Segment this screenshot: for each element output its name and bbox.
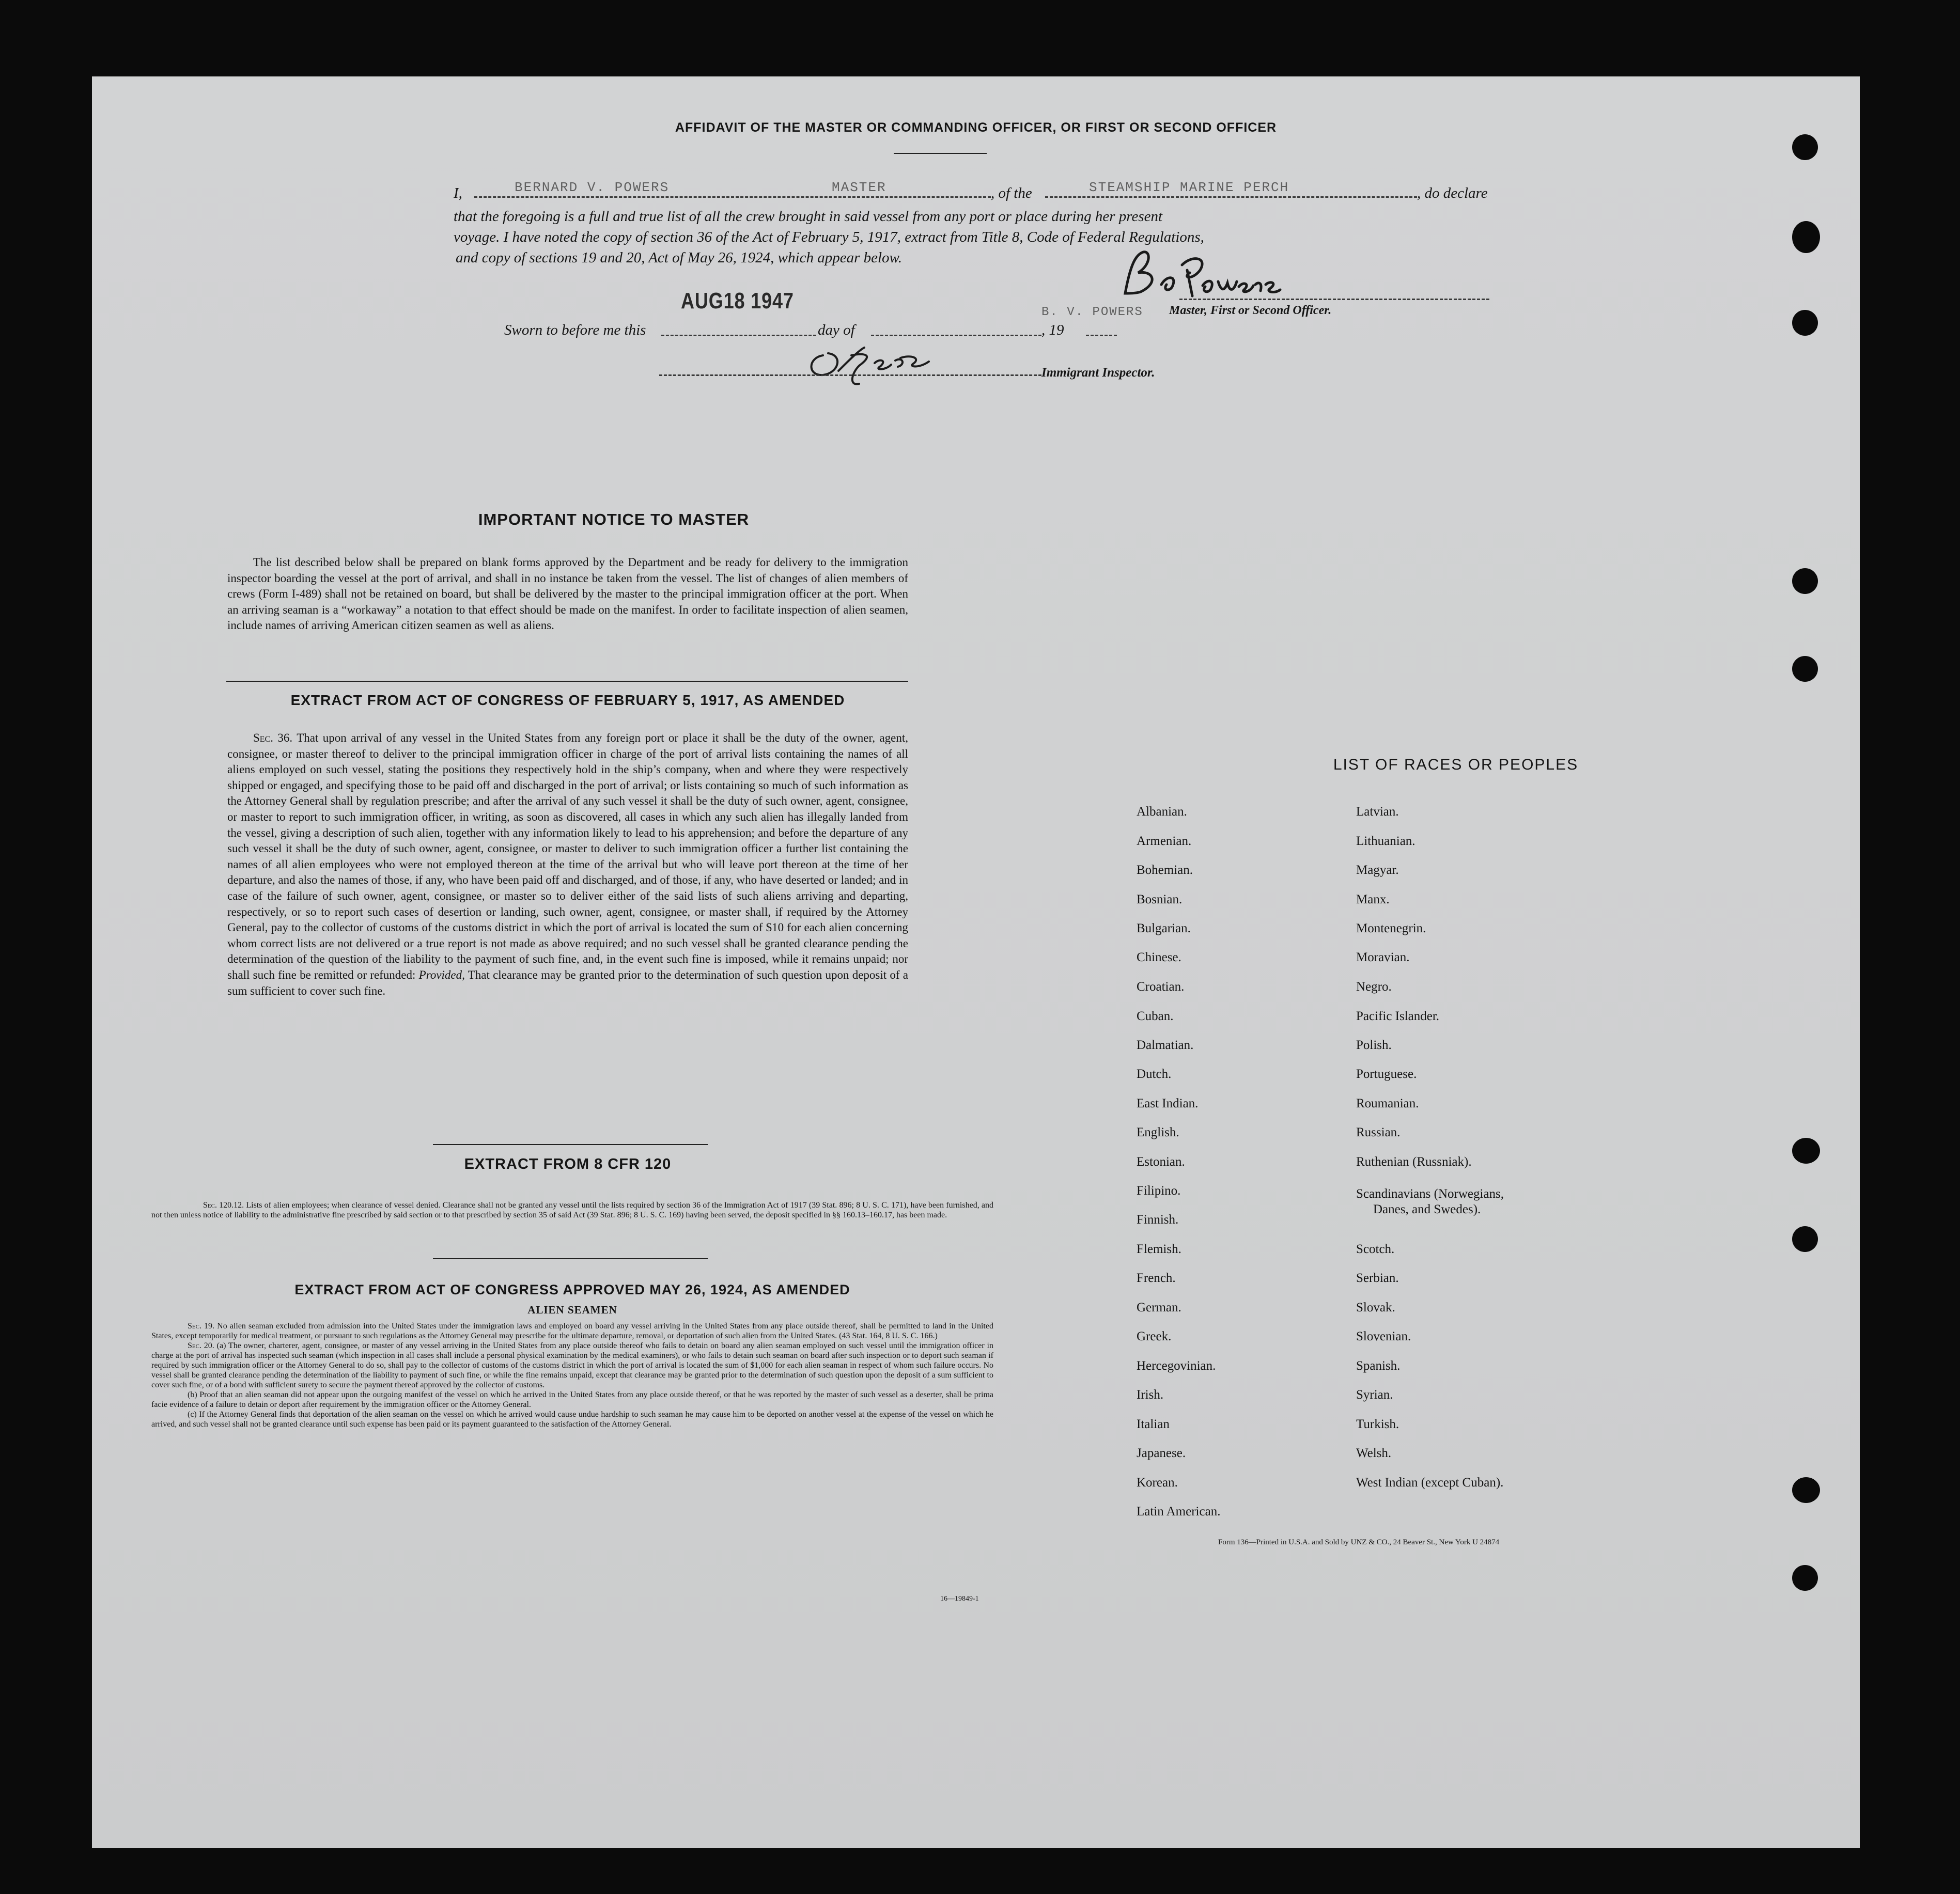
race-item: Cuban. — [1137, 1009, 1174, 1023]
race-item: East Indian. — [1137, 1097, 1199, 1110]
race-item: Slovak. — [1356, 1301, 1395, 1314]
race-item: Scandinavians (Norwegians, — [1356, 1187, 1504, 1201]
race-item: Bohemian. — [1137, 863, 1193, 877]
race-item: Negro. — [1356, 980, 1392, 994]
race-item: Spanish. — [1356, 1359, 1401, 1373]
race-item: English. — [1137, 1125, 1179, 1139]
race-item: Filipino. — [1137, 1184, 1181, 1198]
vessel-blank — [1045, 196, 1417, 198]
punch-hole — [1792, 568, 1818, 594]
race-item: Polish. — [1356, 1038, 1392, 1052]
race-item: Latvian. — [1356, 805, 1399, 819]
notice-heading: IMPORTANT NOTICE TO MASTER — [478, 510, 750, 528]
race-item: Ruthenian (Russniak). — [1356, 1155, 1472, 1169]
race-item: Korean. — [1137, 1476, 1178, 1490]
punch-hole — [1792, 656, 1818, 682]
race-item: Manx. — [1356, 893, 1390, 906]
sec19-label: Sec. 19. — [188, 1322, 215, 1331]
signature-blank — [1179, 299, 1489, 300]
sec20c-paragraph: (c) If the Attorney General finds that deportation of the alien seaman on the vessel on which he arrived would cause undue hardship to such seaman he may cause him to be deported on another vessel at the expense of the vessel on which he arrived, and such vessel shall not be granted clearance until such expense has been paid or its payment guaranteed to the satisfaction of the Attorney General. — [151, 1410, 993, 1429]
race-item: Lithuanian. — [1356, 834, 1415, 848]
punch-hole — [1792, 1565, 1818, 1591]
cfr-heading: EXTRACT FROM 8 CFR 120 — [464, 1156, 672, 1172]
race-item: Pacific Islander. — [1356, 1009, 1440, 1023]
act1917-provided: Provided, — [418, 968, 465, 981]
sworn-label: Sworn to before me this — [504, 322, 646, 338]
notice-body: The list described below shall be prepared on blank forms approved by the Department and be ready for delivery to the immigration inspector boarding the vessel at the port of arrival, and shall in no instance be taken from the vessel. The list of changes of alien members of crews (Form I-489) shall not be retained on board, but shall be delivered by the master to the principal immigration officer at the port. When an arriving seaman is a “workaway” a notation to that effect should be made on the manifest. In order to facilitate inspection of alien seamen, include names of arriving American citizen seamen as well as aliens. — [227, 556, 908, 632]
date-stamp: AUG18 1947 — [681, 288, 794, 314]
race-item: Dutch. — [1137, 1067, 1172, 1081]
race-item: Scotch. — [1356, 1242, 1395, 1256]
race-item: Dalmatian. — [1137, 1038, 1194, 1052]
race-item: Moravian. — [1356, 950, 1410, 964]
sec19-text: No alien seaman excluded from admission into the United States under the immigration laws and employed on board any vessel arriving in the United States from any place outside thereof, shall be permitted to land in the United States, except temporarily for medical treatment, or pursuant to such regulations as the Attorney General may prescribe for the ultimate departure, removal, or deportation of such alien from the United States. (43 Stat. 164, 8 U. S. C. 166.) — [151, 1322, 993, 1340]
cfr-body — [151, 1200, 993, 1220]
race-item: Japanese. — [1137, 1446, 1186, 1460]
race-item: Hercegovinian. — [1137, 1359, 1216, 1373]
punch-hole — [1792, 1477, 1820, 1503]
race-item: Turkish. — [1356, 1417, 1399, 1431]
affidavit-line-4: and copy of sections 19 and 20, Act of May 26, 1924, which appear below. — [456, 249, 902, 266]
race-item: Greek. — [1137, 1329, 1172, 1343]
act1917-heading: EXTRACT FROM ACT OF CONGRESS OF FEBRUARY 5, 1917, AS AMENDED — [290, 692, 845, 708]
act1917-text: That upon arrival of any vessel in the United States from any foreign port or place it shall be the duty of the owner, agent, consignee, or master thereof to deliver to the principal immigration officer in charge of the port of arrival lists containing the names of all aliens employed on such vessel, stating the positions they respectively hold in the ship’s company, when and where they were respectively shipped or engaged, and specifying those to be paid off and discharged in the port of arrival; or lists containing so much of such information as the Attorney General shall by regulation prescribe; and after the arrival of any such vessel it shall be the duty of such owner, agent, consignee, or master to report to such immigration officer, in writing, as soon as discovered, all cases in which any such alien has illegally landed from the vessel, giving a description of such alien, together with any information likely to lead to his apprehension; and before the departure of any such vessel it shall be the duty of such owner, agent, consignee, or master to deliver to such immigration officer a further list containing the names of all alien employees who were not employed thereon at the time of the arrival but who will leave port thereon at the time of her departure, and also the names of those, if any, who have been paid off and discharged, and of those, if any, who have deserted or landed; and in case of the failure of such owner, agent, consignee, or master so to deliver either of the said lists of such aliens arriving and departing, respectively, or so to report such cases of desertion or landing, such owner, agent, consignee, or master shall, if required by the Attorney General, pay to the collector of customs of the customs district in which the port of arrival is located the sum of $10 for each alien concerning whom correct lists are not delivered or a true report is not made as above required; and no such vessel shall be granted clearance pending the determination of the question of the liability to the payment of such fine, and, in the event such fine is imposed, while it remains unpaid; nor shall such fine be remitted or refunded: — [227, 731, 908, 981]
act1917-sec-label: Sec. 36. — [253, 731, 293, 744]
race-item: Bulgarian. — [1137, 921, 1191, 935]
punch-hole — [1792, 221, 1820, 253]
race-item: Russian. — [1356, 1125, 1401, 1139]
race-item: West Indian (except Cuban). — [1356, 1476, 1504, 1490]
master-signature — [1115, 244, 1285, 306]
sworn-year-blank — [1086, 335, 1117, 336]
act1924-subheading: ALIEN SEAMEN — [527, 1304, 617, 1316]
race-item: Irish. — [1137, 1388, 1164, 1402]
act1917-tail: That clearance may be granted prior to the determination of such question upon deposit of a sum sufficient to cover such fine. — [227, 968, 908, 997]
race-item: Montenegrin. — [1356, 921, 1426, 935]
race-item: Slovenian. — [1356, 1329, 1411, 1343]
punch-hole — [1792, 134, 1818, 160]
title-rule — [894, 153, 987, 154]
races-heading: LIST OF RACES OR PEOPLES — [1333, 756, 1579, 773]
punch-hole — [1792, 1226, 1818, 1252]
rank-typed: MASTER — [832, 180, 886, 195]
race-item: Welsh. — [1356, 1446, 1392, 1460]
race-item: German. — [1137, 1301, 1181, 1314]
race-item: Magyar. — [1356, 863, 1399, 877]
signer-typed: B. V. POWERS — [1041, 305, 1143, 319]
affidavit-title: AFFIDAVIT OF THE MASTER OR COMMANDING OFFICER, OR FIRST OR SECOND OFFICER — [675, 120, 1277, 135]
inspector-caption: Immigrant Inspector. — [1041, 366, 1155, 380]
affidavit-line-2: that the foregoing is a full and true list of all the crew brought in said vessel from any port or place during her present — [454, 208, 1163, 225]
sec19-paragraph — [151, 1321, 993, 1341]
punch-hole — [1792, 310, 1818, 336]
form-footer: Form 136—Printed in U.S.A. and Sold by UNZ & CO., 24 Beaver St., New York U 24874 — [1218, 1538, 1500, 1546]
race-item: Bosnian. — [1137, 893, 1183, 906]
do-declare-label: , do declare — [1417, 185, 1488, 201]
vessel-typed: STEAMSHIP MARINE PERCH — [1089, 180, 1289, 195]
of-the-label: , of the — [991, 185, 1032, 201]
affidavit-line-3: voyage. I have noted the copy of section 36 of the Act of February 5, 1917, extract from Title 8, Code of Federal Regulations, — [454, 229, 1204, 245]
punch-hole — [1792, 1138, 1820, 1164]
race-item: Latin American. — [1137, 1505, 1221, 1519]
act1917-rule — [433, 1144, 708, 1145]
race-item: Portuguese. — [1356, 1067, 1417, 1081]
race-item: Syrian. — [1356, 1388, 1393, 1402]
race-item: Serbian. — [1356, 1271, 1399, 1285]
act1917-body — [227, 730, 908, 999]
cfr-rule — [433, 1258, 708, 1259]
sec20a-text: (a) The owner, charterer, agent, consignee, or master of any vessel arriving in the United States from any place outside thereof who fails to detain on board any alien seaman employed on such vessel until the immigration officer in charge at the port of arrival has inspected such seaman (which inspection in all cases shall include a personal physical examination by the medical examiners), or who fails to detain such seaman on board after such inspection or to deport such seaman if required by such immigration officer or the Attorney General to do so, shall pay to the collector of customs of the customs district in which the port of arrival is located the sum of $1,000 for each alien seaman in respect of whom such failure occurs. No vessel shall be granted clearance pending the determination of the liability to payment of such fine, or while the fine remains unpaid, except that clearance may be granted prior to the determination of such question upon the deposit of a sum sufficient to cover such fine, or of a bond with sufficient surety to secure the payment thereof approved by the collector of customs. — [151, 1341, 993, 1389]
race-item: Danes, and Swedes). — [1373, 1202, 1481, 1216]
race-item: Finnish. — [1137, 1213, 1179, 1227]
master-name-typed: BERNARD V. POWERS — [515, 180, 670, 195]
race-item: Flemish. — [1137, 1242, 1181, 1256]
race-item: Albanian. — [1137, 805, 1187, 819]
form-code: 16—19849-1 — [940, 1595, 979, 1603]
sworn-day-blank — [661, 335, 816, 336]
sec20-label: Sec. 20. — [188, 1341, 214, 1350]
cfr-sec-label: Sec. 120.12. — [203, 1201, 244, 1210]
cfr-text: Lists of alien employees; when clearance of vessel denied. Clearance shall not be granted any vessel until the lists required by section 36 of the Immigration Act of 1917 (39 Stat. 896; 8 U. S. C. 171), have been furnished, and not then unless notice of liability to the administrative fine prescribed by said section or to that prescribed by section 35 of said Act (39 Stat. 896; 8 U. S. C. 169) having been served, the deposit specified in §§ 160.13–160.17, has been made. — [151, 1201, 993, 1219]
race-item: Italian — [1137, 1417, 1170, 1431]
race-item: Roumanian. — [1356, 1097, 1419, 1110]
act1924-heading: EXTRACT FROM ACT OF CONGRESS APPROVED MAY 26, 1924, AS AMENDED — [294, 1282, 850, 1297]
race-item: Chinese. — [1137, 950, 1181, 964]
race-item: Croatian. — [1137, 980, 1185, 994]
i-label: I, — [454, 185, 462, 201]
year-prefix: , 19 — [1041, 322, 1064, 338]
race-item: French. — [1137, 1271, 1176, 1285]
inspector-signature — [802, 335, 931, 392]
notice-rule — [226, 681, 908, 682]
sec20a-paragraph — [151, 1341, 993, 1390]
day-of-label: day of — [818, 322, 855, 338]
inspector-blank — [659, 374, 1041, 376]
race-item: Armenian. — [1137, 834, 1192, 848]
race-item: Estonian. — [1137, 1155, 1185, 1169]
signer-caption: Master, First or Second Officer. — [1169, 304, 1332, 317]
act1924-body — [151, 1321, 993, 1429]
sec20b-paragraph: (b) Proof that an alien seaman did not appear upon the outgoing manifest of the vessel on which he arrived in the United States from any place outside thereof, or that he was reported by the master of such vessel as a deserter, shall be prima facie evidence of a failure to detain or deport after requirement by the immigration officer or the Attorney General. — [151, 1390, 993, 1409]
document-page — [92, 76, 1860, 1848]
name-blank — [474, 196, 991, 198]
